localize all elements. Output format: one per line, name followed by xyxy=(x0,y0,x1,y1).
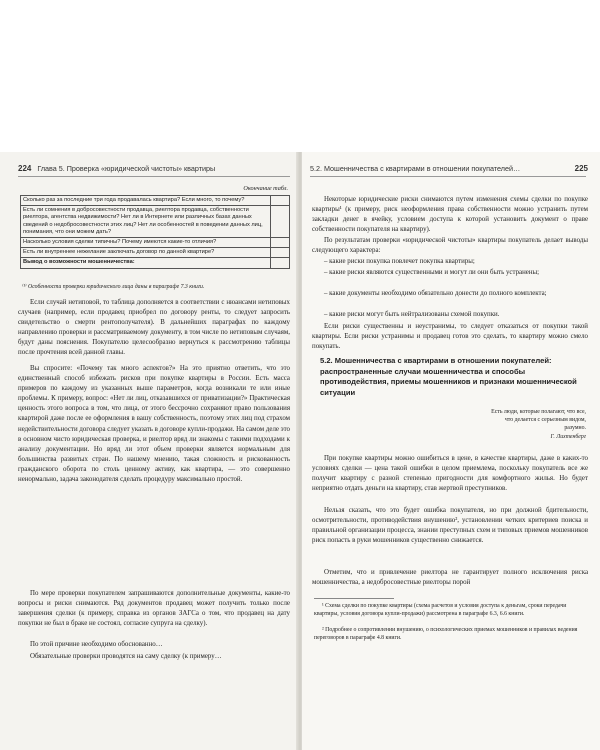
left-page-number: 224 xyxy=(18,164,32,173)
epigraph-author: Г. Лихтенберг xyxy=(550,434,586,441)
answer-cell xyxy=(271,196,290,206)
epigraph xyxy=(486,409,586,442)
section-heading: 5.2. Мошенничества с квартирами в отношении покупателей: распространенные случаи мошенничества и способы противодействия, приемы мошенников и признаки мошеннической ситуации xyxy=(320,356,577,397)
list-item: – какие документы необходимо обязательно донести до полного комплекта; xyxy=(324,290,547,297)
right-head-rule xyxy=(310,176,586,177)
right-section-title: 5.2. Мошенничества с квартирами в отношении покупателей… xyxy=(310,164,521,173)
table-row xyxy=(21,248,290,258)
right-page xyxy=(302,152,600,750)
footnote-rule xyxy=(314,598,394,599)
table-row xyxy=(21,206,290,238)
table-cell: Насколько условия сделки типичны? Почему имеются какие-то отличия? xyxy=(21,238,271,248)
table-cell: Есть ли сомнения в добросовестности продавца, риелтора продавца, собственности риелтора, агентства недвижимости? Нет ли в Интернете или различных базах данных сведений о недобросовестности этих лиц? Нет ли особенностей в поведении данных лиц, понимания, что они можем дать? xyxy=(21,206,271,238)
right-paragraph-5: Нельзя сказать, что это будет ошибка покупателя, но при должной бдительности, осмотрительности, противодействия внушению², установлении четких критериев поиска и правильной организации процесса, знании преступных схем и типовых приемов мошенников риск попасть в руки мошенников существенно снижается. xyxy=(312,507,588,545)
left-paragraph-1: Если случай нетиповой, то таблица дополняется в соответствии с нюансами нетиповых случаев (например, если продавец приобрел по договору ренты, то следует запросить свидетельство о смерти рентополучателя). В дальнейших параграфах по каждому направлению проверки и рассматриваемому документу, в том числе по нетиповым случаям, будут даны пояснения. Покупателю целесообразно вернуться к рассмотрению таблицы после прочтения всей данной главы. xyxy=(18,299,290,357)
left-page xyxy=(0,152,298,750)
answer-cell xyxy=(271,238,290,248)
right-running-head xyxy=(310,164,520,173)
answer-cell xyxy=(271,206,290,238)
table-row xyxy=(21,196,290,206)
left-paragraph-5: Обязательные проверки проводятся на саму сделку (к примеру… xyxy=(30,653,222,660)
right-paragraph-4: При покупке квартиры можно ошибиться в цене, в качестве квартиры, даже в каких-то условиях сделки — цена такой ошибки в целом приемлема, поскольку покупатель все же получит квартиру с разной степенью пригодности для комфортного жилья. Но будет неприятно отдать деньги на квартиру, став жертвой преступников. xyxy=(312,455,588,493)
list-item: – какие риски являются существенными и могут ли они быть устранены; xyxy=(324,269,540,276)
left-paragraph-3: По мере проверки покупателем запрашиваются дополнительные документы, какие-то вопросы и риски снимаются. Ряд документов продавец может получить только после завершения сделки (к примеру, справка из органов ЗАГСа о том, что продавец на дату покупки не был в браке не состоял, согласие супруга на сделку). xyxy=(18,590,290,628)
left-paragraph-4: По этой причине необходимо обоснованно… xyxy=(30,641,163,648)
left-running-head xyxy=(18,164,215,173)
table-row xyxy=(21,258,290,268)
right-paragraph-2: По результатам проверки «юридической чистоты» квартиры покупатель делает выводы следующего характера: xyxy=(312,237,588,255)
table-cell: Сколько раз за последние три года продавалась квартира? Если много, то почему? xyxy=(21,196,271,206)
right-paragraph-1: Некоторые юридические риски снимаются путем изменения схемы сделки по покупке квартиры¹ (к примеру, риск неоформления права собственности можно устранить путем закладки денег в ячейку, условием доступа к которой установить документ о праве собственности покупателя на квартиру). xyxy=(312,196,588,234)
footnote-2: ² Подробнее о сопротивлении внушению, о психологических приемах мошенников и правилах ведения переговоров в параграфе 4.8 книги. xyxy=(314,627,578,641)
right-paragraph-3: Если риски существенны и неустранимы, то следует отказаться от покупки такой квартиры. Если риски устранимы и продавец готов это сделать, то квартиру можно смело покупать. xyxy=(312,323,588,351)
list-item: – какие риски могут быть нейтрализованы схемой покупки. xyxy=(324,311,500,318)
left-head-rule xyxy=(18,176,290,177)
right-page-number-wrap xyxy=(575,164,588,173)
table-cell: Есть ли внутреннее нежелание заключать договор по данной квартире? xyxy=(21,248,271,258)
epigraph-text: Есть люди, которые полагают, что все, что делается с серьезным видом, разумно. xyxy=(491,409,586,431)
book-spread xyxy=(0,152,600,750)
right-page-number: 225 xyxy=(574,164,588,173)
footnote-1: ¹ Схема сделки по покупке квартиры (схема расчетов и условия доступа к деньгам, сроки передачи квартиры, условия договора купли-продажи) рассмотрена в параграфе 6.3, 6.6 книги. xyxy=(314,603,567,617)
left-paragraph-2: Вы спросите: «Почему так много аспектов?» На это приятно ответить, что это единственный способ избежать рисков при покупке квартиры в России. Есть масса примеров по каждому из указанных выше параметров, когда возникали те или иные проблемы. К примеру, вопрос: «Нет ли лиц, отказавшихся от приватизации?» Практическая ценность этого вопроса в том, что лица, от этого бессрочно сохраняют право пользования квартирой даже после ее оформления в вашу собственность, поэтому этих лиц под страхом недействительности договора следует указать в договоре купли-продажи. На самом деле это в основном чисто юридическая проверка, и риелтор вряд ли знакомы с такими подходами к анализу документации. Но вряд ли этот объем проверки является нормальным для большинства развитых стран. По нашему мнению, такая сложность и рискованность гражданского оборота по столь ценному активу, как квартира, — это совершенно ненормально, задача законодателя сделать процедуру максимально простой. xyxy=(18,365,290,484)
list-item: – какие риски покупка повлечет покупка квартиры; xyxy=(324,258,475,265)
table-caption: Окончание табл. xyxy=(243,185,288,192)
answer-cell xyxy=(271,258,290,268)
checklist-table xyxy=(20,195,290,269)
table-cell-conclusion: Вывод о возможности мошенничества: xyxy=(21,258,271,268)
table-note: ⁽¹⁾ Особенности проверки юридического лица даны в параграфе 7.3 книги. xyxy=(22,284,205,290)
table-row xyxy=(21,238,290,248)
right-paragraph-6: Отметим, что и привлечение риелтора не гарантирует полного исключения риска мошенничества, а недобросовестные риелторы порой xyxy=(312,569,588,587)
left-chapter-title: Глава 5. Проверка «юридической чистоты» квартиры xyxy=(37,164,216,173)
answer-cell xyxy=(271,248,290,258)
